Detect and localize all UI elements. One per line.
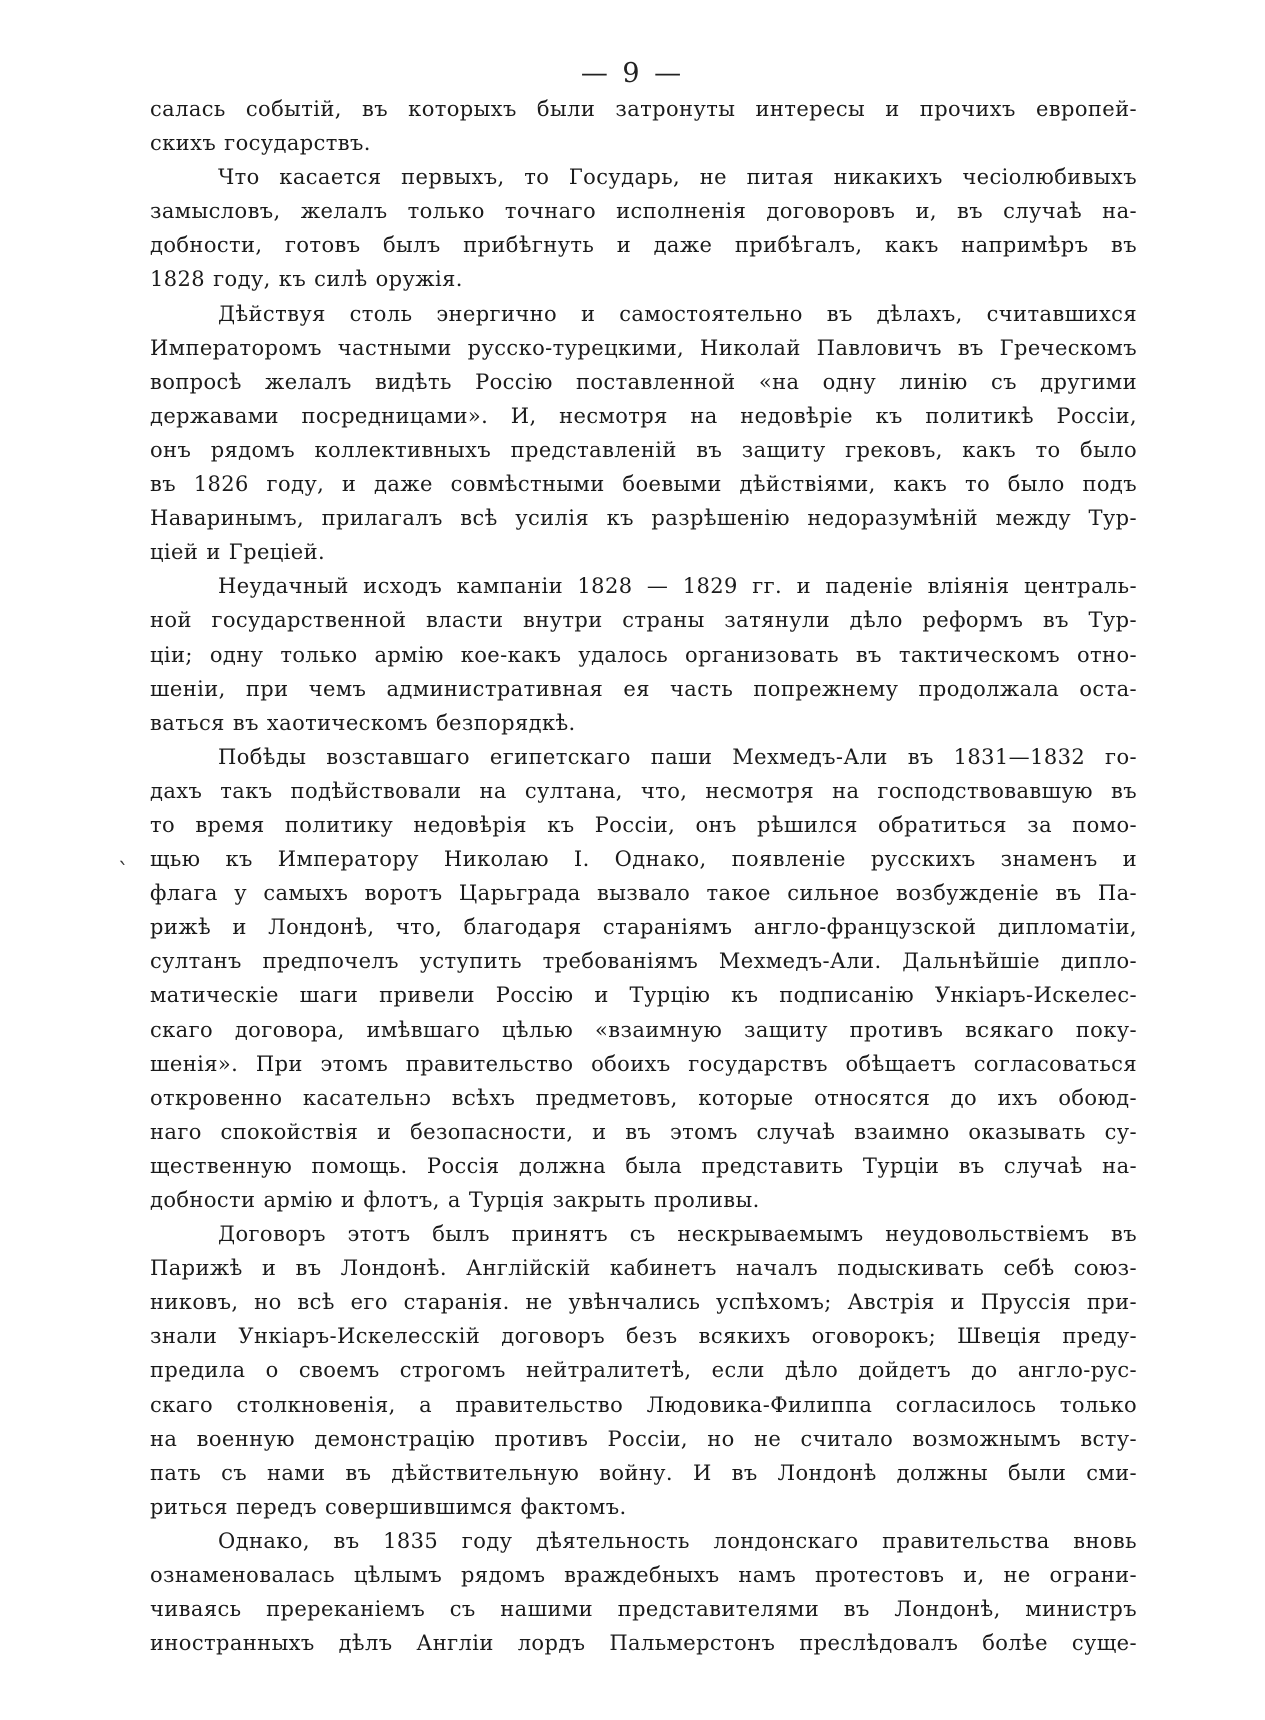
text-line: ціей и Греціей. [150,540,326,565]
text-line: державами посредницами». И, несмотря на недовѣріе къ политикѣ Россіи, [150,403,1137,428]
text-line: знали Ункіаръ-Искелесскій договоръ безъ всякихъ оговорокъ; Швеція преду- [150,1324,1137,1349]
text-line: скаго договора, имѣвшаго цѣлью «взаимную защиту противъ всякаго поку- [150,1017,1137,1042]
text-line: ваться въ хаотическомъ безпорядкѣ. [150,710,576,735]
text-line: онъ рядомъ коллективныхъ представленій въ защиту грековъ, какъ то было [150,437,1137,462]
text-line: ціи; одну только армію кое-какъ удалось организовать въ тактическомъ отно- [150,642,1137,667]
text-line: флага у самыхъ воротъ Царьграда вызвало такое сильное возбужденіе въ Па- [150,881,1137,906]
text-line: ной государственной власти внутри страны затянули дѣло реформъ въ Тур- [150,608,1137,633]
text-line: добности армію и флотъ, а Турція закрыть проливы. [150,1188,760,1212]
text-line: то время политику недовѣрія къ Россіи, онъ рѣшился обратиться за помо- [150,812,1137,837]
text-line: Договоръ этотъ былъ принятъ съ нескрываемымъ неудовольствіемъ въ [218,1222,1137,1247]
text-line: Побѣды возставшаго египетскаго паши Мехмедъ-Али въ 1831—1832 го- [218,744,1137,769]
text-line: чиваясь пререканіемъ съ нашими представителями въ Лондонѣ, министръ [150,1597,1137,1622]
text-line: замысловъ, желалъ только точнаго исполненія договоровъ и, въ случаѣ на- [150,199,1137,224]
text-line: Неудачный исходъ кампаніи 1828 — 1829 гг. и паденіе вліянія централь- [218,574,1137,599]
text-line: скихъ государствъ. [150,131,371,156]
text-line: щественную помощь. Россія должна была представить Турціи въ случаѣ на- [150,1153,1137,1178]
text-line: предила о своемъ строгомъ нейтралитетѣ, если дѣло дойдетъ до англо-рус- [150,1358,1137,1383]
text-line: Однако, въ 1835 году дѣятельность лондонскаго правительства вновь [218,1528,1137,1553]
text-line: пать съ нами въ дѣйствительную войну. И въ Лондонѣ должны были сми- [150,1460,1137,1485]
text-line: добности, готовъ былъ прибѣгнуть и даже прибѣгалъ, какъ напримѣръ въ [150,233,1137,258]
text-line: наго спокойствія и безопасности, и въ этомъ случаѣ взаимно оказывать су- [150,1119,1137,1144]
margin-stray-mark: ˋ [118,860,129,885]
text-block [150,92,1137,1660]
text-line: Императоромъ частными русско-турецкими, Николай Павловичъ въ Греческомъ [150,335,1137,360]
text-line: щью къ Императору Николаю I. Однако, появленіе русскихъ знаменъ и [150,847,1137,872]
text-line: Парижѣ и въ Лондонѣ. Англійскій кабинетъ началъ подыскивать себѣ союз- [150,1256,1137,1281]
text-line: риться передъ совершившимся фактомъ. [150,1494,627,1519]
text-line: шенія». При этомъ правительство обоихъ государствъ обѣщаетъ согласоваться [150,1051,1137,1076]
text-line: Что касается первыхъ, то Государь, не питая никакихъ чесіолюбивыхъ [218,165,1137,190]
text-line: Дѣйствуя столь энергично и самостоятельно въ дѣлахъ, считавшихся [218,301,1137,326]
text-line: рижѣ и Лондонѣ, что, благодаря стараніямъ англо-французской дипломатіи, [150,915,1137,940]
text-line: дахъ такъ подѣйствовали на султана, что, несмотря на господствовавшую въ [150,778,1137,803]
text-line: въ 1826 году, и даже совмѣстными боевыми дѣйствіями, какъ то было подъ [150,472,1137,497]
text-line: откровенно касательнɔ всѣхъ предметовъ, которые относятся до ихъ обоюд- [150,1085,1137,1110]
page-number: — 9 — [580,58,685,89]
text-line: салась событій, въ которыхъ были затронуты интересы и прочихъ европей- [150,97,1137,121]
text-line: султанъ предпочелъ уступить требованіямъ Мехмедъ-Али. Дальнѣйшіе дипло- [150,949,1137,974]
text-line: шеніи, при чемъ административная ея часть попрежнему продолжала оста- [150,676,1137,701]
text-line: Наваринымъ, прилагалъ всѣ усилія къ разрѣшенію недоразумѣній между Тур- [150,506,1137,531]
text-line: иностранныхъ дѣлъ Англіи лордъ Пальмерстонъ преслѣдовалъ болѣе суще- [150,1631,1137,1656]
text-line: на военную демонстрацію противъ Россіи, но не считало возможнымъ всту- [150,1426,1137,1451]
text-line: ознаменовалась цѣлымъ рядомъ враждебныхъ намъ протестовъ и, не ограни- [150,1563,1137,1588]
text-line: скаго столкновенія, а правительство Людовика-Филиппа согласилось только [150,1392,1137,1417]
text-line: вопросѣ желалъ видѣть Россію поставленной «на одну линію съ другими [150,369,1137,394]
text-line: 1828 году, къ силѣ оружія. [150,267,463,292]
text-line: никовъ, но всѣ его старанія. не увѣнчались успѣхомъ; Австрія и Пруссія при- [150,1290,1137,1315]
text-line: матическіе шаги привели Россію и Турцію къ подписанію Ункіаръ-Искелес- [150,983,1137,1008]
